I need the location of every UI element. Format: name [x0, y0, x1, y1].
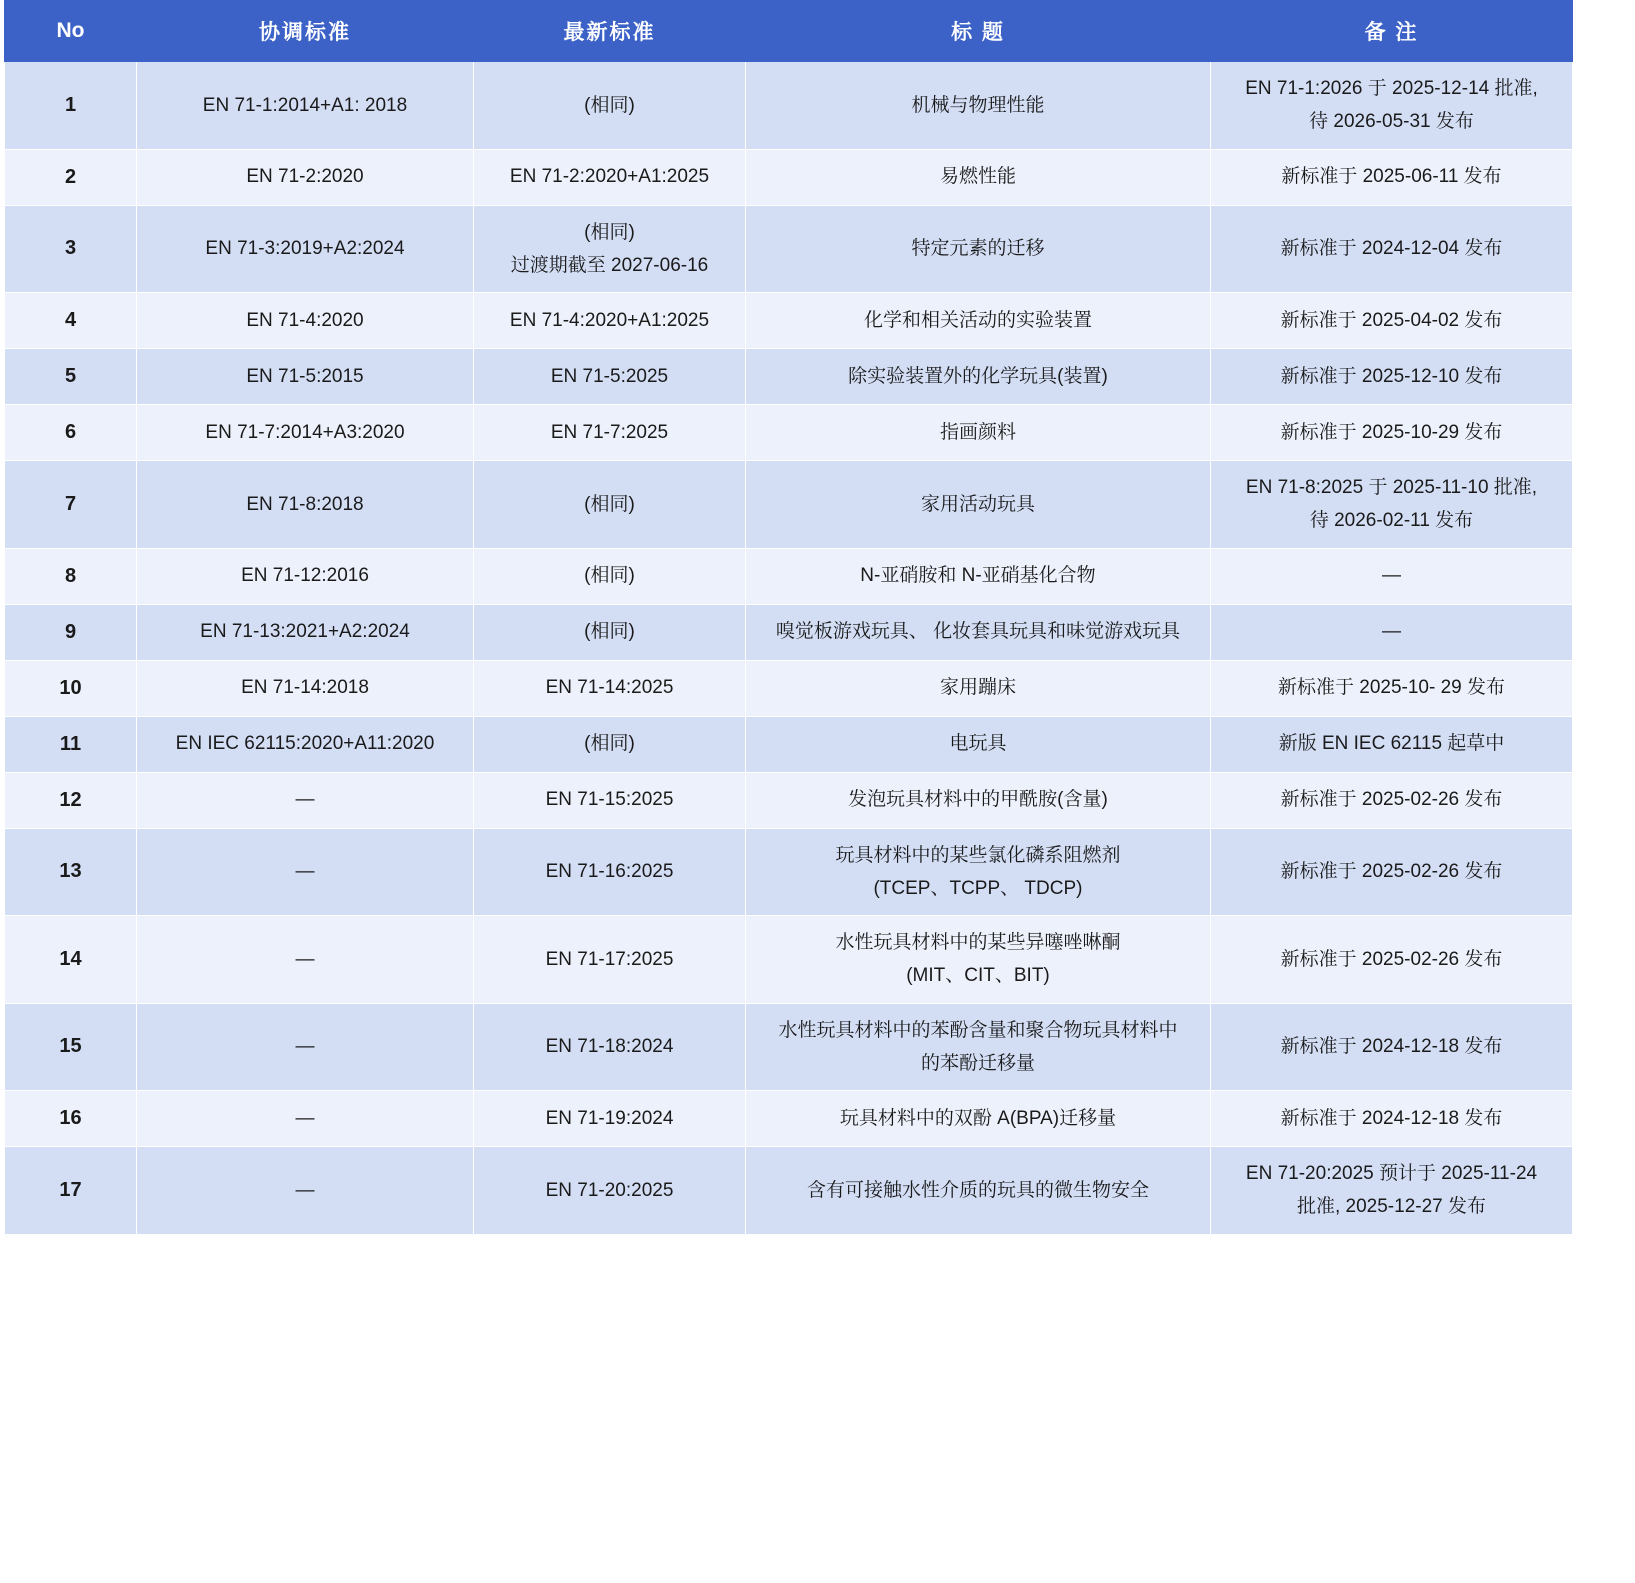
cell-remark-line1: 新标准于 2025-10- 29 发布 — [1277, 677, 1506, 699]
cell-latest-line1: (相同) — [584, 493, 635, 515]
cell-title-line1: 特定元素的迁移 — [911, 238, 1045, 260]
cell-title-line1: 含有可接触水性介质的玩具的微生物安全 — [806, 1179, 1149, 1201]
cell-harmonized-line1: — — [295, 1179, 315, 1201]
table-body — [5, 62, 1573, 1235]
cell-harmonized — [137, 461, 474, 549]
cell-remark-line1: EN 71-8:2025 于 2025-11-10 批准, — [1245, 477, 1538, 498]
cell-no — [5, 916, 137, 1004]
cell-no-line1: 4 — [64, 309, 77, 331]
cell-harmonized — [137, 716, 474, 772]
cell-harmonized-line1: EN 71-7:2014+A3:2020 — [205, 421, 405, 443]
cell-no-line1: 14 — [59, 947, 82, 970]
cell-harmonized — [137, 660, 474, 716]
cell-remark — [1211, 716, 1573, 772]
cell-remark-line1: 新标准于 2024-12-18 发布 — [1280, 1107, 1503, 1129]
standards-table — [4, 0, 1573, 1235]
cell-remark-line1: 新标准于 2024-12-04 发布 — [1280, 238, 1503, 260]
cell-harmonized-line1: — — [295, 789, 315, 811]
table-row — [5, 349, 1573, 405]
cell-title-line1: 机械与物理性能 — [911, 94, 1045, 116]
cell-harmonized-line1: EN IEC 62115:2020+A11:2020 — [175, 733, 435, 755]
cell-latest-line1: EN 71-20:2025 — [545, 1179, 674, 1201]
column-header-no: No — [5, 1, 137, 62]
cell-title — [746, 828, 1211, 916]
cell-no — [5, 716, 137, 772]
table-row — [5, 62, 1573, 150]
cell-remark — [1211, 293, 1573, 349]
cell-remark-line1: 新标准于 2025-12-10 发布 — [1280, 365, 1503, 387]
cell-no — [5, 293, 137, 349]
cell-remark — [1211, 916, 1573, 1004]
cell-no — [5, 62, 137, 150]
cell-title-line1: 除实验装置外的化学玩具(装置) — [848, 365, 1108, 387]
cell-harmonized-line1: EN 71-3:2019+A2:2024 — [205, 238, 405, 260]
cell-title — [746, 660, 1211, 716]
table-header — [5, 1, 1573, 62]
cell-harmonized-line1: — — [295, 1036, 315, 1058]
cell-latest — [474, 293, 746, 349]
cell-remark-line1: 新标准于 2025-02-26 发布 — [1280, 948, 1503, 970]
table-row — [5, 772, 1573, 828]
cell-latest — [474, 716, 746, 772]
cell-latest-line1: EN 71-7:2025 — [550, 421, 669, 443]
cell-remark-line1: 新标准于 2025-04-02 发布 — [1280, 309, 1503, 331]
cell-remark — [1211, 1147, 1573, 1235]
cell-no — [5, 205, 137, 293]
cell-latest — [474, 461, 746, 549]
cell-remark-line1: 新标准于 2025-02-26 发布 — [1280, 789, 1503, 811]
cell-latest-line1: (相同) — [584, 221, 635, 243]
cell-remark-line1: EN 71-1:2026 于 2025-12-14 批准, — [1245, 78, 1538, 99]
cell-remark-line1: 新标准于 2025-06-11 发布 — [1281, 166, 1502, 188]
table-row — [5, 405, 1573, 461]
cell-harmonized-line1: EN 71-2:2020 — [246, 166, 364, 188]
cell-harmonized-line1: EN 71-5:2015 — [246, 365, 364, 387]
table-row — [5, 916, 1573, 1004]
cell-no — [5, 828, 137, 916]
cell-harmonized — [137, 349, 474, 405]
cell-title — [746, 1091, 1211, 1147]
cell-no — [5, 149, 137, 205]
cell-remark — [1211, 548, 1573, 604]
cell-title — [746, 716, 1211, 772]
cell-harmonized — [137, 293, 474, 349]
table-header-row — [5, 1, 1573, 62]
cell-harmonized — [137, 1003, 474, 1091]
cell-title — [746, 1003, 1211, 1091]
cell-remark — [1211, 149, 1573, 205]
cell-latest-line1: (相同) — [584, 565, 635, 587]
cell-harmonized-line1: EN 71-13:2021+A2:2024 — [200, 621, 410, 643]
column-header-title: 标 题 — [746, 1, 1211, 62]
cell-no — [5, 604, 137, 660]
cell-no-line1: 13 — [59, 860, 82, 883]
cell-no — [5, 772, 137, 828]
cell-harmonized — [137, 604, 474, 660]
table-row — [5, 660, 1573, 716]
cell-remark-line1: 新版 EN IEC 62115 起草中 — [1278, 733, 1505, 755]
cell-latest — [474, 548, 746, 604]
cell-harmonized — [137, 772, 474, 828]
cell-latest-line1: EN 71-4:2020+A1:2025 — [509, 309, 710, 331]
cell-no — [5, 461, 137, 549]
cell-harmonized-line1: — — [295, 1107, 315, 1129]
cell-latest-line1: EN 71-14:2025 — [545, 677, 674, 699]
cell-no-line1: 10 — [59, 676, 82, 699]
column-header-latest: 最新标准 — [474, 1, 746, 62]
cell-latest — [474, 772, 746, 828]
table-row — [5, 205, 1573, 293]
cell-no-line1: 6 — [64, 421, 77, 443]
cell-no — [5, 660, 137, 716]
cell-remark-line1: 新标准于 2024-12-18 发布 — [1280, 1036, 1503, 1058]
cell-title — [746, 349, 1211, 405]
table-row — [5, 604, 1573, 660]
cell-remark-line2: 待 2026-02-11 发布 — [1309, 510, 1474, 532]
cell-title-line1: 易燃性能 — [939, 166, 1016, 188]
cell-remark-line2: 批准, 2025-12-27 发布 — [1296, 1196, 1487, 1218]
cell-harmonized-line1: — — [295, 861, 315, 883]
cell-title-line2: (MIT、CIT、BIT) — [906, 965, 1050, 987]
cell-latest — [474, 349, 746, 405]
cell-no — [5, 548, 137, 604]
cell-latest — [474, 205, 746, 293]
cell-title-line1: 玩具材料中的某些氯化磷系阻燃剂 — [835, 844, 1121, 866]
table-row — [5, 293, 1573, 349]
cell-title-line1: 发泡玩具材料中的甲酰胺(含量) — [848, 789, 1108, 811]
cell-harmonized-line1: EN 71-12:2016 — [241, 565, 369, 587]
cell-latest-line1: EN 71-15:2025 — [545, 789, 674, 811]
cell-title — [746, 548, 1211, 604]
cell-title-line2: (TCEP、TCPP、 TDCP) — [873, 877, 1083, 899]
cell-remark — [1211, 660, 1573, 716]
cell-latest-line1: (相同) — [584, 621, 635, 643]
cell-remark — [1211, 205, 1573, 293]
cell-latest-line1: EN 71-18:2024 — [545, 1036, 674, 1058]
cell-latest-line1: EN 71-17:2025 — [545, 948, 674, 970]
table-row — [5, 1091, 1573, 1147]
table-row — [5, 548, 1573, 604]
cell-remark-line1: 新标准于 2025-10-29 发布 — [1280, 421, 1503, 443]
cell-title — [746, 205, 1211, 293]
cell-remark — [1211, 828, 1573, 916]
cell-latest-line1: EN 71-2:2020+A1:2025 — [509, 166, 710, 188]
cell-remark-line1: — — [1382, 565, 1401, 587]
cell-title-line1: 水性玩具材料中的苯酚含量和聚合物玩具材料中 — [778, 1019, 1178, 1041]
cell-no — [5, 1147, 137, 1235]
cell-title-line1: 嗅觉板游戏玩具、 化妆套具玩具和味觉游戏玩具 — [775, 621, 1181, 643]
cell-harmonized-line1: EN 71-1:2014+A1: 2018 — [202, 94, 408, 116]
cell-title-line1: 家用蹦床 — [939, 677, 1016, 699]
cell-no — [5, 405, 137, 461]
cell-remark — [1211, 1091, 1573, 1147]
cell-title-line1: 水性玩具材料中的某些异噻唑啉酮 — [835, 932, 1121, 953]
cell-remark — [1211, 604, 1573, 660]
column-header-harmonized: 协调标准 — [137, 1, 474, 62]
cell-title-line1: 指画颜料 — [939, 421, 1016, 443]
cell-harmonized-line1: EN 71-8:2018 — [246, 493, 364, 515]
cell-remark-line1: — — [1382, 621, 1401, 643]
cell-harmonized — [137, 62, 474, 150]
cell-no-line1: 16 — [59, 1107, 82, 1129]
cell-latest — [474, 1003, 746, 1091]
cell-no-line1: 9 — [64, 620, 77, 643]
cell-latest — [474, 1147, 746, 1235]
cell-title-line1: 家用活动玩具 — [920, 493, 1035, 515]
cell-no-line1: 15 — [59, 1035, 82, 1058]
cell-harmonized — [137, 149, 474, 205]
cell-latest — [474, 828, 746, 916]
cell-latest — [474, 149, 746, 205]
cell-harmonized — [137, 828, 474, 916]
cell-title-line1: 玩具材料中的双酚 A(BPA)迁移量 — [839, 1107, 1117, 1129]
cell-title-line2: 的苯酚迁移量 — [920, 1052, 1035, 1074]
cell-no-line1: 1 — [64, 93, 77, 116]
cell-no-line1: 17 — [59, 1178, 82, 1201]
cell-title-line1: 电玩具 — [949, 733, 1007, 755]
cell-latest-line1: (相同) — [584, 733, 635, 755]
cell-no-line1: 5 — [64, 365, 77, 387]
cell-remark — [1211, 405, 1573, 461]
cell-harmonized — [137, 916, 474, 1004]
cell-no-line1: 7 — [64, 492, 77, 515]
cell-title — [746, 149, 1211, 205]
cell-no-line1: 2 — [64, 165, 77, 188]
cell-no — [5, 1091, 137, 1147]
cell-latest — [474, 916, 746, 1004]
cell-no-line1: 12 — [59, 788, 82, 811]
cell-latest-line1: EN 71-19:2024 — [545, 1107, 674, 1129]
cell-latest-line1: (相同) — [584, 94, 635, 116]
cell-latest-line2: 过渡期截至 2027-06-16 — [510, 254, 709, 276]
table-row — [5, 716, 1573, 772]
cell-harmonized — [137, 205, 474, 293]
cell-remark — [1211, 461, 1573, 549]
cell-no-line1: 8 — [64, 564, 77, 587]
cell-title — [746, 604, 1211, 660]
cell-title — [746, 62, 1211, 150]
cell-title — [746, 1147, 1211, 1235]
cell-remark — [1211, 349, 1573, 405]
cell-latest — [474, 62, 746, 150]
table-row — [5, 1003, 1573, 1091]
table-row — [5, 828, 1573, 916]
cell-harmonized — [137, 1091, 474, 1147]
cell-title — [746, 405, 1211, 461]
cell-title — [746, 293, 1211, 349]
cell-no-line1: 3 — [64, 237, 77, 260]
cell-no-line1: 11 — [59, 732, 82, 755]
cell-latest — [474, 604, 746, 660]
cell-latest — [474, 1091, 746, 1147]
cell-latest — [474, 405, 746, 461]
cell-remark-line2: 待 2026-05-31 发布 — [1309, 111, 1474, 133]
cell-remark — [1211, 1003, 1573, 1091]
cell-latest-line1: EN 71-16:2025 — [545, 861, 674, 883]
cell-title — [746, 916, 1211, 1004]
cell-harmonized — [137, 548, 474, 604]
table-row — [5, 149, 1573, 205]
cell-harmonized — [137, 1147, 474, 1235]
cell-title — [746, 772, 1211, 828]
cell-harmonized — [137, 405, 474, 461]
table-row — [5, 1147, 1573, 1235]
cell-remark-line1: 新标准于 2025-02-26 发布 — [1280, 861, 1503, 883]
cell-remark-line1: EN 71-20:2025 预计于 2025-11-24 — [1245, 1163, 1538, 1184]
cell-no — [5, 349, 137, 405]
cell-no — [5, 1003, 137, 1091]
cell-title-line1: 化学和相关活动的实验装置 — [863, 309, 1092, 331]
cell-title-line1: N-亚硝胺和 N-亚硝基化合物 — [860, 565, 1096, 587]
table-row — [5, 461, 1573, 549]
cell-harmonized-line1: EN 71-4:2020 — [246, 309, 364, 331]
cell-harmonized-line1: — — [295, 948, 315, 970]
cell-title — [746, 461, 1211, 549]
cell-remark — [1211, 62, 1573, 150]
cell-remark — [1211, 772, 1573, 828]
cell-latest-line1: EN 71-5:2025 — [550, 365, 669, 387]
cell-latest — [474, 660, 746, 716]
cell-harmonized-line1: EN 71-14:2018 — [241, 677, 369, 699]
column-header-remark: 备 注 — [1211, 1, 1573, 62]
